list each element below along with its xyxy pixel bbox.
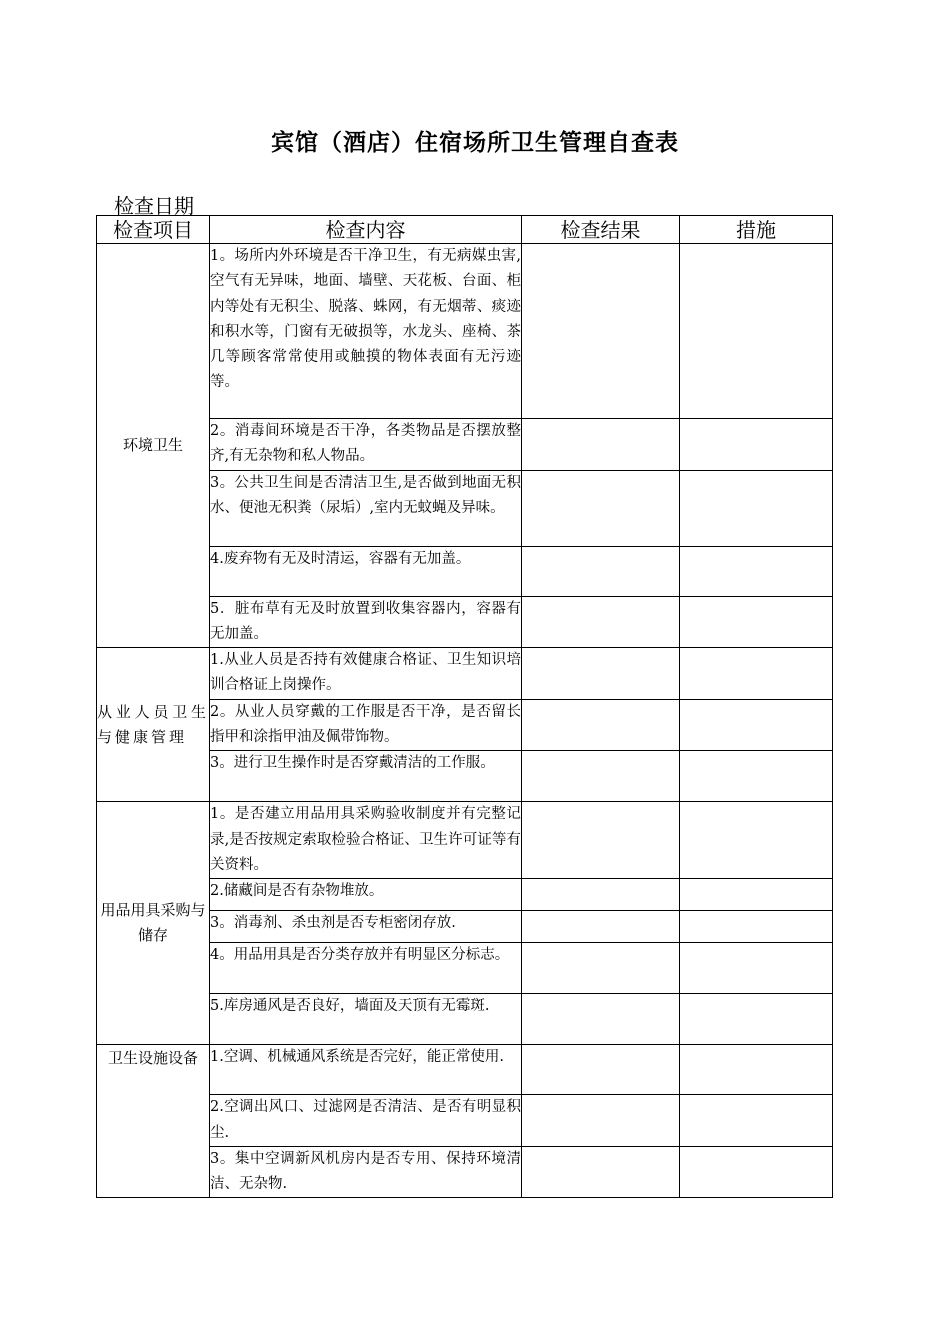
- check-item: 1。是否建立用品用具采购验收制度并有完整记录,是否按规定索取检验合格证、卫生许可证等有关资料。: [210, 802, 522, 879]
- measure-cell[interactable]: [680, 802, 833, 879]
- measure-cell[interactable]: [680, 911, 833, 943]
- check-item: 4。用品用具是否分类存放并有明显区分标志。: [210, 943, 522, 994]
- measure-cell[interactable]: [680, 699, 833, 751]
- measure-cell[interactable]: [680, 751, 833, 802]
- result-cell[interactable]: [522, 470, 680, 546]
- measure-cell[interactable]: [680, 943, 833, 994]
- result-cell[interactable]: [522, 596, 680, 648]
- measure-cell[interactable]: [680, 1095, 833, 1147]
- check-item: 1.从业人员是否持有效健康合格证、卫生知识培训合格证上岗操作。: [210, 648, 522, 700]
- check-item: 1.空调、机械通风系统是否完好，能正常使用.: [210, 1045, 522, 1095]
- result-cell[interactable]: [522, 546, 680, 596]
- header-content: 检查内容: [210, 216, 522, 244]
- check-item: 3。集中空调新风机房内是否专用、保持环境清洁、无杂物.: [210, 1146, 522, 1198]
- category-environment: 环境卫生: [97, 244, 210, 648]
- result-cell[interactable]: [522, 1095, 680, 1147]
- check-item: 2。消毒间环境是否干净，各类物品是否摆放整齐,有无杂物和私人物品。: [210, 419, 522, 471]
- category-facilities: 卫生设施设备: [97, 1045, 210, 1198]
- check-item: 1。场所内外环境是否干净卫生，有无病媒虫害,空气有无异味，地面、墙壁、天花板、台面、柜内等处有无积尘、脱落、蛛网，有无烟蒂、痰迹和积水等，门窗有无破损等，水龙头、座椅、茶几等顾客常常使用或触摸的物体表面有无污迹等。: [210, 244, 522, 419]
- result-cell[interactable]: [522, 751, 680, 802]
- table-row: [97, 648, 833, 700]
- result-cell[interactable]: [522, 244, 680, 419]
- header-result: 检查结果: [522, 216, 680, 244]
- result-cell[interactable]: [522, 419, 680, 471]
- measure-cell[interactable]: [680, 596, 833, 648]
- result-cell[interactable]: [522, 802, 680, 879]
- check-item: 2。从业人员穿戴的工作服是否干净，是否留长指甲和涂指甲油及佩带饰物。: [210, 699, 522, 751]
- measure-cell[interactable]: [680, 879, 833, 911]
- check-item: 2.空调出风口、过滤网是否清洁、是否有明显积尘.: [210, 1095, 522, 1147]
- check-item: 3。消毒剂、杀虫剂是否专柜密闭存放.: [210, 911, 522, 943]
- check-item: 5.库房通风是否良好，墙面及天顶有无霉斑.: [210, 994, 522, 1045]
- measure-cell[interactable]: [680, 546, 833, 596]
- table-row: [97, 1045, 833, 1095]
- measure-cell[interactable]: [680, 1146, 833, 1198]
- check-item: 3。进行卫生操作时是否穿戴清洁的工作服。: [210, 751, 522, 802]
- result-cell[interactable]: [522, 994, 680, 1045]
- result-cell[interactable]: [522, 1146, 680, 1198]
- measure-cell[interactable]: [680, 244, 833, 419]
- self-check-table: [96, 215, 833, 1198]
- table-row: [97, 802, 833, 879]
- result-cell[interactable]: [522, 879, 680, 911]
- measure-cell[interactable]: [680, 648, 833, 700]
- inspection-date-label: 检查日期: [114, 194, 194, 218]
- header-measure: 措施: [680, 216, 833, 244]
- result-cell[interactable]: [522, 943, 680, 994]
- check-item: 2.储藏间是否有杂物堆放。: [210, 879, 522, 911]
- measure-cell[interactable]: [680, 1045, 833, 1095]
- measure-cell[interactable]: [680, 470, 833, 546]
- measure-cell[interactable]: [680, 994, 833, 1045]
- page-title: 宾馆（酒店）住宿场所卫生管理自查表: [271, 130, 679, 156]
- result-cell[interactable]: [522, 648, 680, 700]
- check-item: 3。公共卫生间是否清洁卫生,是否做到地面无积水、便池无积粪（尿垢）,室内无蚊蝇及异味。: [210, 470, 522, 546]
- result-cell[interactable]: [522, 1045, 680, 1095]
- measure-cell[interactable]: [680, 419, 833, 471]
- category-staff-health: 从业人员卫生与健康管理: [97, 648, 210, 802]
- table-row: [97, 244, 833, 419]
- table-header-row: [97, 216, 833, 244]
- category-supplies: 用品用具采购与储存: [97, 802, 210, 1045]
- result-cell[interactable]: [522, 699, 680, 751]
- check-item: 4.废弃物有无及时清运，容器有无加盖。: [210, 546, 522, 596]
- result-cell[interactable]: [522, 911, 680, 943]
- header-item: 检查项目: [97, 216, 210, 244]
- check-item: 5．脏布草有无及时放置到收集容器内，容器有无加盖。: [210, 596, 522, 648]
